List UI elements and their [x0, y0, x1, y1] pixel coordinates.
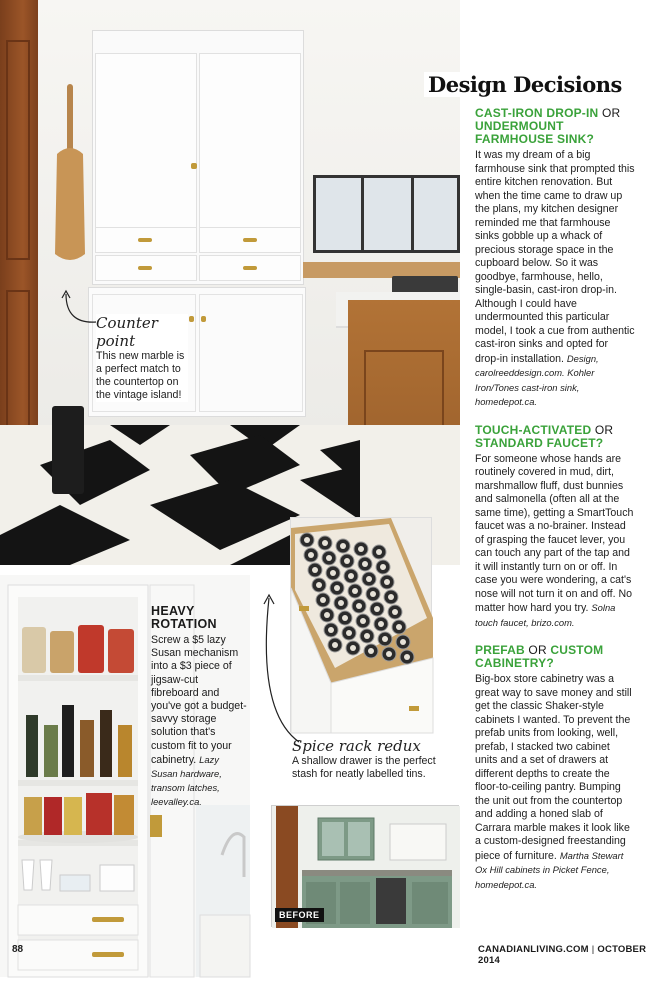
cabinet-door	[199, 294, 303, 412]
section-credit: Solna touch faucet, brizo.com.	[475, 602, 616, 628]
caption-text: Screw a $5 lazy Susan mechanism into a $3 piece of jigsaw-cut fibreboard and you've got a budget-savvy storage solution that's custom fit to your cabinetry.	[151, 634, 247, 766]
heading-option-1: PREFAB	[475, 643, 525, 657]
heavy-rotation-caption	[151, 605, 247, 810]
spice-tin-label	[366, 576, 372, 582]
spice-tin-label	[304, 537, 310, 543]
section-heading-sink	[475, 107, 635, 146]
caption-heading: HEAVY ROTATION	[151, 604, 217, 631]
spice-tin-label	[404, 654, 410, 660]
heading-or: OR	[601, 106, 621, 120]
spice-tin-label	[338, 600, 344, 606]
spice-drawer-photo	[290, 517, 432, 732]
cutting-board	[53, 84, 87, 264]
section-body-sink	[475, 149, 635, 410]
spice-tin-label	[382, 636, 388, 642]
cabinet-door	[199, 53, 301, 251]
before-kitchen-photo	[271, 805, 459, 927]
section-text: It was my dream of a big farmhouse sink that prompted this entire kitchen renovation. But when the time came to draw up the plans, my kitchen designer reminded me that farmhouse sinks gobble up a whack of precious storage space in the cupboard below. So it was goodbye, farmhouse, hello, single-basin, cast-iron drop-in. Although I could have undermounted this particular model, I took a cue from authentic cast-iron sinks and opted for drop-in installation.	[475, 149, 635, 365]
footer-publication	[478, 944, 646, 966]
spice-tin-label	[346, 630, 352, 636]
door-panel	[6, 40, 30, 260]
section-heading-faucet	[475, 424, 635, 450]
caption-script-title: Counter point	[96, 314, 158, 350]
page-number: 88	[12, 944, 24, 955]
spice-tin-label	[350, 645, 356, 651]
spice-tin-label	[320, 597, 326, 603]
spice-tin-label	[368, 648, 374, 654]
spice-tin-label	[348, 573, 354, 579]
spice-tin-label	[326, 555, 332, 561]
cabinet-door	[95, 53, 197, 251]
spice-tin-label	[342, 615, 348, 621]
caption-body	[151, 634, 247, 810]
drawer-pull	[138, 238, 152, 242]
spice-tin-label	[312, 567, 318, 573]
spice-tin-label	[332, 642, 338, 648]
spice-tin-label	[360, 618, 366, 624]
before-label: BEFORE	[275, 908, 324, 922]
section-text: Big-box store cabinetry was a great way to save money and still get the classic Shaker-style cabinets I wanted. To prevent the prefab units from looking, well, prefab, I stacked two cabinet units and a set of drawers at different depths to create the floor-to-ceiling pantry. Bumping the unit out from the countertop and adding a honed slab of Carrara marble makes it look like a custom-designed freestanding piece of furniture.	[475, 673, 632, 862]
heading-option-2: CUSTOM CABINETRY?	[475, 643, 604, 670]
window-mullion	[361, 178, 364, 250]
drawer-pull	[138, 266, 152, 270]
section-heading-cabinetry	[475, 644, 635, 670]
caption-body: A shallow drawer is the perfect stash for neatly labelled tins.	[292, 755, 436, 780]
section-credit: Design, carolreeddesign.com. Kohler Iron/Tones cast-iron sink, homedepot.ca.	[475, 352, 599, 407]
spice-tin-label	[364, 633, 370, 639]
spice-tin-label	[362, 561, 368, 567]
spice-tin-label	[370, 591, 376, 597]
spice-tin-label	[358, 546, 364, 552]
spice-tin-label	[356, 603, 362, 609]
spice-tin-label	[392, 609, 398, 615]
spice-tin-label	[340, 543, 346, 549]
sidebar-title: Design Decisions	[424, 72, 635, 97]
spice-tin-label	[316, 582, 322, 588]
drawer-pull	[243, 266, 257, 270]
heading-option-2: UNDERMOUNT FARMHOUSE SINK?	[475, 119, 595, 146]
counter-point-caption	[96, 314, 188, 402]
heading-option-1: CAST-IRON DROP-IN	[475, 106, 599, 120]
spice-tin-label	[374, 606, 380, 612]
spice-tin-label	[352, 588, 358, 594]
kitchen-photo	[0, 0, 460, 565]
section-text: For someone whose hands are routinely covered in mud, dirt, marshmallow fluff, dust bunnies and salmonella (often all at the same time), getting a SmartTouch faucet was a no-brainer. Instead of grasping the faucet lever, you can touch any part of the tap and it will instantly turn on or off. In case you were wondering, a cat's nose will not turn it on and off. No matter how hard you try.	[475, 452, 634, 614]
kitchen-window	[313, 175, 460, 253]
caption-credit: Lazy Susan hardware, transom latches, leevalley.ca.	[151, 753, 222, 808]
spice-tin-label	[344, 558, 350, 564]
heading-or: OR	[594, 422, 614, 437]
spice-tin-label	[380, 564, 386, 570]
footer-separator: |	[591, 944, 595, 955]
drawer-pull	[243, 238, 257, 242]
section-body-faucet	[475, 453, 635, 631]
section-body-cabinetry	[475, 673, 635, 892]
spice-tin-label	[334, 585, 340, 591]
heading-option-1: TOUCH-ACTIVATED	[475, 422, 592, 437]
spice-tin-label	[328, 627, 334, 633]
spice-tin-label	[386, 651, 392, 657]
heading-option-2: STANDARD FAUCET?	[475, 435, 604, 450]
spice-tin-label	[388, 594, 394, 600]
upper-pantry-cabinet	[92, 30, 304, 285]
cabinet-knob	[189, 316, 194, 322]
spice-tin-label	[322, 540, 328, 546]
issue-date: OCTOBER 2014	[478, 944, 646, 966]
spice-tin-label	[324, 612, 330, 618]
floor-vent	[52, 406, 84, 494]
spice-tin-label	[384, 579, 390, 585]
spice-drawer-illustration	[291, 518, 433, 733]
spice-tin-label	[396, 624, 402, 630]
caption-script-title: Spice rack redux	[292, 737, 421, 755]
spice-tin-label	[330, 570, 336, 576]
caption-body: This new marble is a perfect match to the countertop on the vintage island!	[96, 350, 185, 401]
cabinet-knob	[191, 163, 197, 169]
publication-name: CANADIANLIVING.COM	[478, 944, 589, 955]
spice-rack-caption	[292, 737, 442, 781]
heading-or: OR	[528, 643, 547, 657]
window-mullion	[411, 178, 414, 250]
design-decisions-sidebar	[428, 72, 635, 892]
spice-tin-label	[378, 621, 384, 627]
spice-tin-label	[376, 549, 382, 555]
section-credit: Martha Stewart Ox Hill cabinets in Picket Fence, homedepot.ca.	[475, 849, 624, 890]
spice-tin-label	[400, 639, 406, 645]
spice-tin-label	[308, 552, 314, 558]
cabinet-knob	[201, 316, 206, 322]
